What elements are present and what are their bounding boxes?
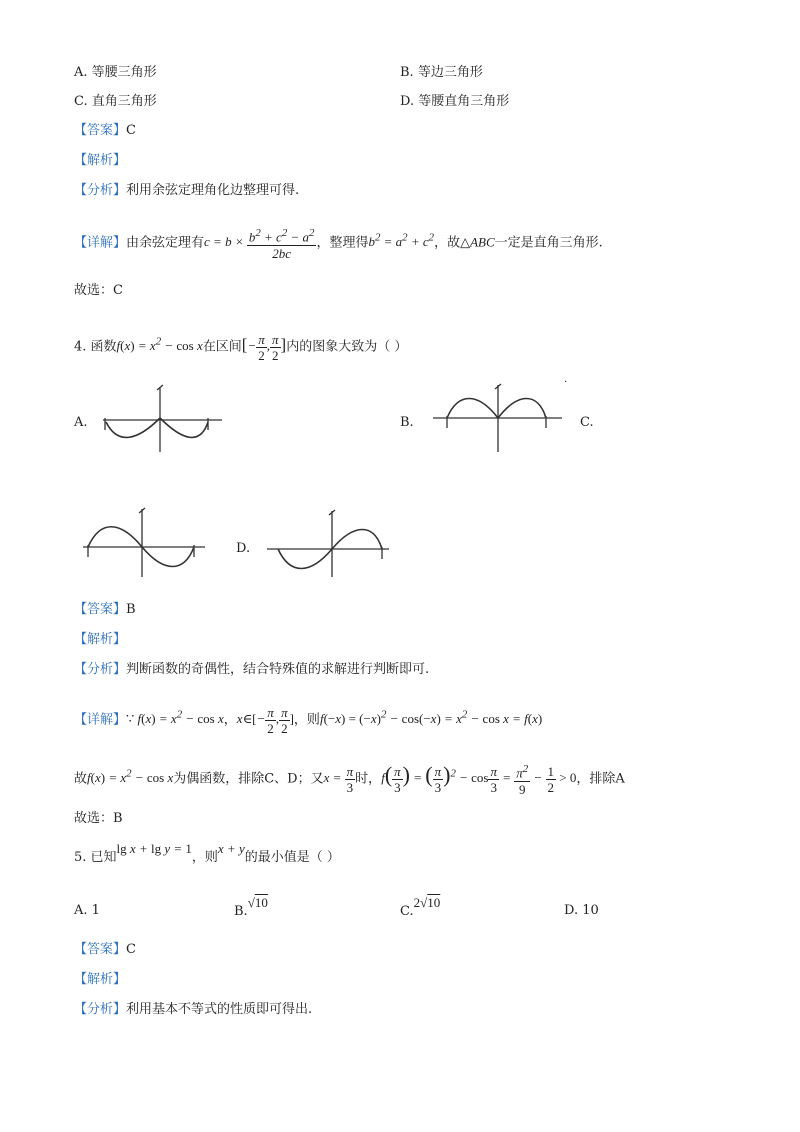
- detail-comma: ，: [223, 712, 237, 728]
- q5-option-b: [234, 895, 268, 921]
- fenxi-text: 判断函数的奇偶性，结合特殊值的求解进行判断即可.: [126, 662, 430, 677]
- cosine-denominator: 2bc: [272, 245, 292, 261]
- fraction-denominator: 2: [272, 347, 279, 363]
- q5-tail: 的最小值是（ ）: [244, 850, 340, 865]
- even-check-formula: $f(-x) = (-x)^2 - \cos(-x) = x^2 - \cos x = f(x)$: [319, 709, 543, 727]
- fraction-numerator: π: [434, 763, 442, 779]
- fraction-denominator: 2: [267, 720, 274, 736]
- q5-analysis-tag: 【解析】: [74, 972, 127, 987]
- since-fx-formula: ∵ $f(x) = x^2 - \cos x$: [126, 709, 224, 727]
- fraction-numerator: π: [281, 704, 288, 720]
- fraction-denominator: 2: [547, 779, 554, 795]
- triangle-abc: △ABC: [460, 234, 495, 250]
- q4-stem: [74, 327, 407, 363]
- pi-third: [433, 764, 444, 795]
- pythagoras-formula: $b^2 = a^2 + c^2$: [368, 232, 435, 250]
- pi-half: [279, 705, 290, 736]
- fenxi-tag: 【分析】: [74, 183, 127, 198]
- answer-value: C: [126, 942, 136, 957]
- fraction-numerator: π: [490, 763, 497, 779]
- q5-option-c: [400, 895, 441, 921]
- fraction-numerator: π: [394, 763, 401, 779]
- neg-pi-half: [256, 332, 267, 363]
- q3-fenxi-line: [74, 182, 299, 200]
- answer-tag: 【答案】: [74, 942, 127, 957]
- answer-tag: 【答案】: [74, 123, 127, 138]
- detail-tag: 【详解】: [74, 712, 127, 728]
- q3-option-d: D. 等腰直角三角形: [400, 94, 510, 109]
- fraction-numerator: π: [346, 763, 354, 779]
- q3-answer-line: [74, 122, 136, 140]
- q3-option-a: A. 等腰三角形: [74, 65, 157, 80]
- curve-b: [447, 399, 546, 419]
- neg-pi-half: [265, 705, 276, 736]
- fraction-denominator: 9: [519, 781, 526, 797]
- fenxi-tag: 【分析】: [74, 662, 127, 677]
- q5-option-d: D. 10: [564, 903, 599, 918]
- detail-text-1: 由余弦定理有: [126, 235, 205, 251]
- fraction-denominator: 3: [346, 779, 354, 795]
- q5-answer-line: [74, 941, 136, 959]
- fraction-denominator: 3: [394, 779, 401, 795]
- fraction-denominator: 2: [258, 347, 265, 363]
- q3-analysis-tag: 【解析】: [74, 153, 127, 168]
- fenxi-tag: 【分析】: [74, 1002, 127, 1017]
- q5-mid: ，则: [191, 850, 218, 865]
- stray-dot: ·: [564, 377, 568, 388]
- q4-analysis-tag: 【解析】: [74, 632, 127, 647]
- q5-option-a: A. 1: [74, 903, 100, 918]
- pi-third: [392, 764, 403, 795]
- q4-interval: [− $\frac{\pi}{2}$ , $\frac{\pi}{2}$ ]: [241, 331, 287, 363]
- x-plus-y: x + y: [217, 841, 245, 856]
- option-b-label: B.: [234, 904, 248, 919]
- x-domain: x∈[− $\frac{\pi}{2}$ , $\frac{\pi}{2}$ ]: [236, 704, 294, 736]
- detail-text-3: ，故: [434, 235, 461, 251]
- pi-half: [270, 332, 281, 363]
- fraction-numerator: $\pi^2$: [516, 763, 529, 781]
- cosine-formula: c = b × $\frac{b^2 + c^2 - a^2}{2bc}$: [204, 227, 315, 261]
- even-text: 为偶函数，排除C、D；又: [173, 771, 324, 787]
- special-value-formula: f( $\frac{\pi}{3}$ ) = ( $\frac{\pi}{3}$ )$^2$ − cos $\frac{\pi}{3}$ = $\frac{\pi^2}{9}$ − $\frac{1}{2}$ > 0: [381, 762, 577, 797]
- cosine-fraction: [247, 226, 317, 260]
- cosine-numerator: $b^2 + c^2 - a^2$: [248, 227, 315, 245]
- detail-text-2: ，整理得: [316, 235, 369, 251]
- fraction-numerator: π: [272, 331, 279, 347]
- q3-detail-line: [74, 223, 603, 261]
- q4-function: $f(x) = x^2 - \cos x$: [116, 336, 203, 354]
- pi-third: [345, 764, 356, 795]
- when-text: 时，: [355, 771, 382, 787]
- q3-choice: 故选：C: [74, 283, 123, 298]
- q4-label-c: C.: [580, 415, 594, 430]
- fx-formula: $f(x) = x^2 - \cos x$: [87, 768, 174, 786]
- fraction-denominator: 3: [490, 779, 497, 795]
- q4-lead: 4. 函数: [74, 339, 117, 355]
- fraction-numerator: π: [258, 331, 265, 347]
- q5-stem: [74, 841, 340, 867]
- graph-option-b: [430, 380, 570, 455]
- two-sqrt-10: 2√10: [413, 895, 441, 910]
- pi-third: [488, 764, 499, 795]
- q4-tail: 内的图象大致为（ ）: [286, 339, 408, 355]
- graph-option-d: [264, 505, 394, 580]
- answer-value: C: [126, 123, 136, 138]
- graph-option-a: [100, 380, 230, 455]
- q3-option-c: C. 直角三角形: [74, 94, 157, 109]
- detail-tag: 【详解】: [74, 235, 127, 251]
- option-c-label: C.: [400, 904, 414, 919]
- detail-then: ，则: [293, 712, 320, 728]
- x-equals-pi-third: x = $\frac{\pi}{3}$: [323, 763, 354, 795]
- q4-mid: 在区间: [202, 339, 242, 355]
- fenxi-text: 利用余弦定理角化边整理可得.: [126, 183, 300, 198]
- exclude-text: ，排除A: [576, 771, 625, 787]
- curve-a: [106, 418, 208, 437]
- gu-text: 故: [74, 771, 88, 787]
- q4-exclude-line: [74, 756, 625, 797]
- q4-label-d: D.: [236, 541, 251, 556]
- q4-label-a: A.: [74, 415, 88, 430]
- one-half: [546, 764, 557, 795]
- pi-squared-over-nine: [514, 762, 530, 796]
- graph-option-c: [80, 505, 210, 580]
- log-condition: lg x + lg y = 1: [116, 841, 192, 856]
- q3-option-b: B. 等边三角形: [400, 65, 483, 80]
- q5-fenxi-line: [74, 1001, 312, 1019]
- q4-label-b: B.: [400, 415, 414, 430]
- fraction-denominator: 3: [434, 779, 442, 795]
- q4-answer-line: [74, 601, 136, 619]
- q4-choice: 故选：B: [74, 811, 123, 826]
- q4-fenxi-line: [74, 661, 429, 679]
- fraction-numerator: 1: [547, 763, 554, 779]
- sqrt-10: √10: [247, 895, 268, 910]
- detail-text-4: 一定是直角三角形.: [494, 235, 603, 251]
- answer-value: B: [126, 602, 136, 617]
- fraction-numerator: π: [267, 704, 274, 720]
- fraction-denominator: 2: [281, 720, 288, 736]
- q4-detail-line: [74, 700, 542, 736]
- fenxi-text: 利用基本不等式的性质即可得出.: [126, 1002, 313, 1017]
- q5-lead: 5. 已知: [74, 850, 117, 865]
- answer-tag: 【答案】: [74, 602, 127, 617]
